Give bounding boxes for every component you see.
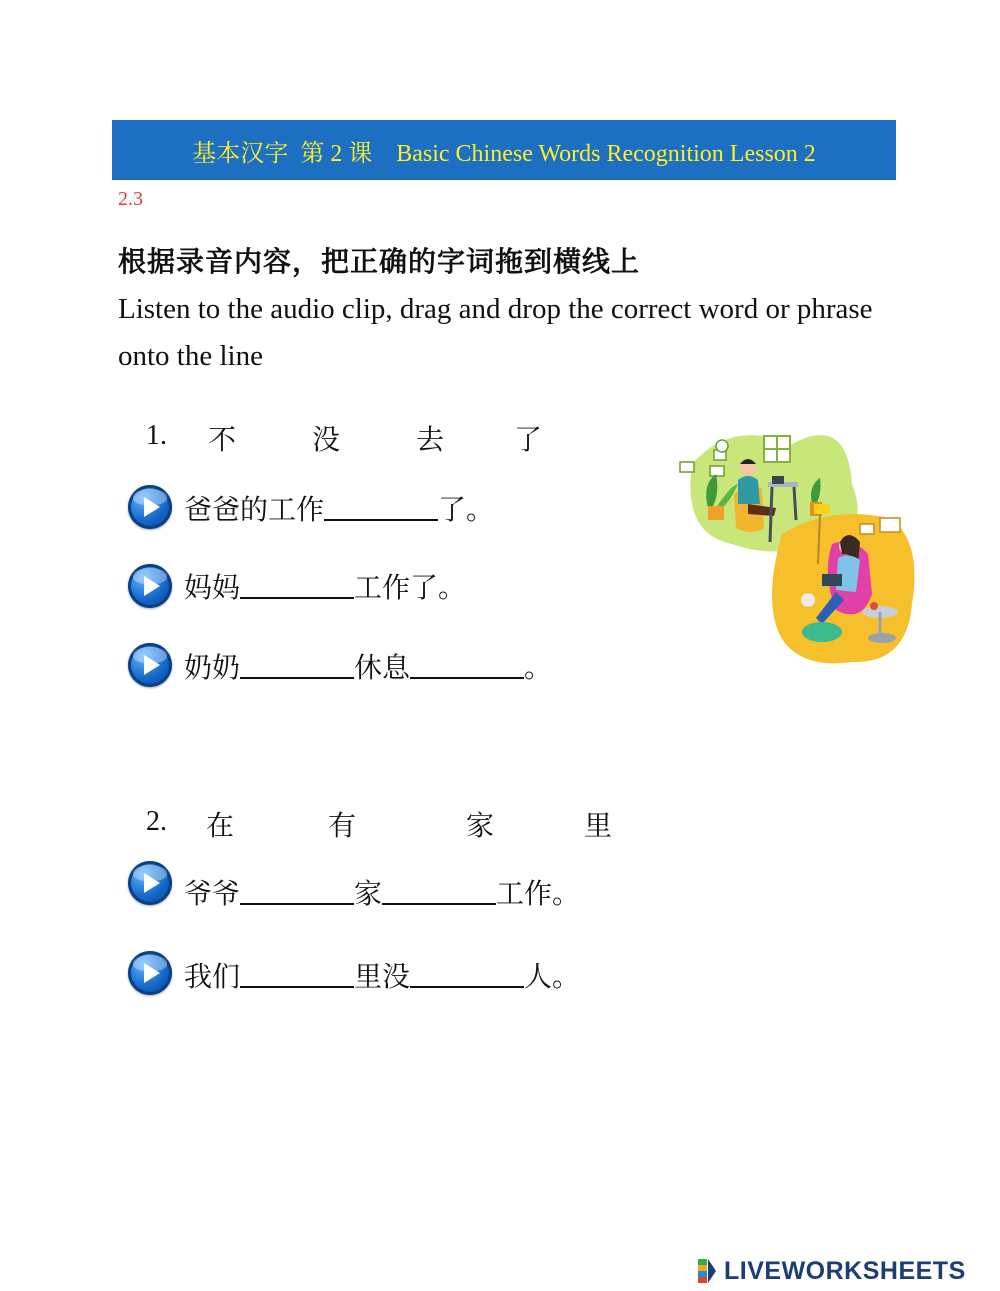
- sentence-text: 家: [354, 877, 383, 910]
- sentence-text: 休息: [354, 651, 411, 684]
- play-icon: [144, 873, 160, 893]
- sentence-1-1: [184, 488, 494, 528]
- draggable-word[interactable]: 有: [328, 809, 357, 842]
- drop-blank[interactable]: [240, 875, 354, 905]
- liveworksheets-logo[interactable]: [698, 1256, 966, 1286]
- drop-blank[interactable]: [410, 958, 524, 988]
- lesson-banner: [112, 120, 896, 180]
- drop-blank[interactable]: [240, 958, 354, 988]
- play-audio-button[interactable]: [128, 485, 172, 529]
- play-audio-button[interactable]: [128, 643, 172, 687]
- sentence-1-3: [184, 646, 552, 686]
- play-icon: [144, 963, 160, 983]
- sentence-text: 工作了。: [354, 571, 467, 604]
- question-number: 2.: [146, 806, 167, 837]
- sentence-text: 爷爷: [184, 877, 241, 910]
- draggable-word[interactable]: 了: [514, 423, 543, 456]
- draggable-word[interactable]: 家: [466, 809, 495, 842]
- sentence-text: 里没: [354, 960, 411, 993]
- drop-blank[interactable]: [240, 569, 354, 599]
- sentence-text: 我们: [184, 960, 241, 993]
- play-icon: [144, 497, 160, 517]
- play-audio-button[interactable]: [128, 564, 172, 608]
- drop-blank[interactable]: [382, 875, 496, 905]
- section-number: 2.3: [118, 188, 143, 210]
- play-icon: [144, 576, 160, 596]
- drop-blank[interactable]: [410, 649, 524, 679]
- sentence-text: 人。: [524, 960, 581, 993]
- drop-blank[interactable]: [324, 491, 438, 521]
- sentence-text: 妈妈: [184, 571, 241, 604]
- logo-text: LIVEWORKSHEETS: [724, 1256, 966, 1285]
- sentence-2-2: [184, 955, 580, 995]
- draggable-word[interactable]: 去: [416, 423, 445, 456]
- question-1-word-bank: [146, 418, 576, 454]
- play-audio-button[interactable]: [128, 951, 172, 995]
- instruction-chinese: 根据录音内容，把正确的字词拖到横线上: [118, 245, 641, 278]
- drop-blank[interactable]: [240, 649, 354, 679]
- question-number: 1.: [146, 420, 167, 451]
- draggable-word[interactable]: 在: [206, 809, 235, 842]
- sentence-text: 爸爸的工作: [184, 493, 325, 526]
- question-2-word-bank: [146, 804, 626, 840]
- remote-work-illustration: [672, 424, 918, 668]
- sentence-text: 。: [524, 651, 553, 684]
- play-icon: [144, 655, 160, 675]
- draggable-word[interactable]: 不: [208, 423, 237, 456]
- sentence-1-2: [184, 566, 466, 606]
- sentence-text: 了。: [438, 493, 495, 526]
- play-audio-button[interactable]: [128, 861, 172, 905]
- sentence-2-1: [184, 872, 580, 912]
- sentence-text: 奶奶: [184, 651, 241, 684]
- banner-title: 基本汉字 第 2 课 Basic Chinese Words Recognition Lesson 2: [192, 141, 816, 167]
- liveworksheets-logo-icon: [698, 1259, 720, 1283]
- draggable-word[interactable]: 没: [312, 423, 341, 456]
- instruction-english: Listen to the audio clip, drag and drop the correct word or phrase onto the line: [118, 293, 873, 372]
- draggable-word[interactable]: 里: [584, 809, 613, 842]
- sentence-text: 工作。: [496, 877, 581, 910]
